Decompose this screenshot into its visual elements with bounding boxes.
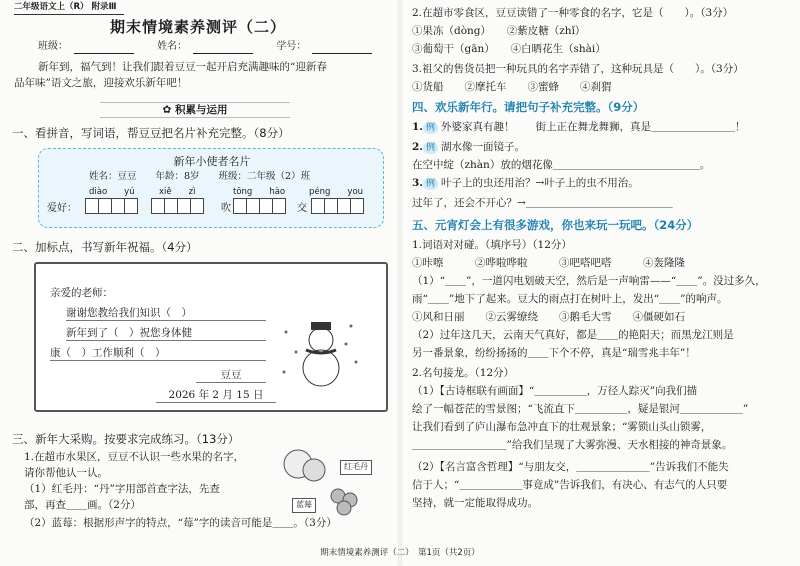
name-card [38,148,384,228]
q3-1-line-e: （2）蓝莓：根据形声字的特点，“莓”字的读音可能是＿＿。（3分） [24,517,337,529]
q5-1-text-c: （2）过年这几天，云南天气真好，都是＿＿的艳阳天；而黑龙江则是 [412,329,734,341]
q4-2-a: 2. 例 湖水像一面镜子。 [412,141,525,153]
q4-2-text: 湖水像一面镜子。 [440,141,525,153]
q5-2-c: 让我们看到了庐山瀑布急冲直下的壮观景象；“雾锁山头山锁雾， [412,421,712,433]
q5-2: 2.名句接龙。（12分） [412,367,515,379]
q5-2-f: 信于人；“＿＿＿＿＿＿事竟成”告诉我们，有决心、有志气的人只要 [412,479,728,491]
greeting-salutation: 亲爱的老师： [50,287,113,299]
greeting-line-1: 谢谢您教给我们知识（ ） [66,306,266,321]
q5-2-g: 坚持，就一定能取得成功。 [412,497,538,509]
class-label: 班级： [38,41,68,52]
q4-1: 1. 例 外婆家真有趣！ 街上正在舞龙舞狮，真是＿＿＿＿＿＿＿＿！ [412,121,746,133]
q5-1: 1.词语对对碰。（填序号）（12分） [412,239,572,251]
q4-3-text: 叶子上的虫还用治？→叶子上的虫不用治。 [440,177,639,189]
q3-a: 3.祖父的售货员把一种玩具的名字弄错了，这种玩具是（ ）。（3分） [412,63,744,75]
answer-grid-4[interactable] [311,198,363,214]
label-rambutan: 红毛丹 [340,460,372,475]
char-blow: 吹 [221,203,231,214]
page-fold [398,0,402,566]
section-5-heading: 五、元宵灯会上有很多游戏，你也来玩一玩吧。（24分） [412,218,699,232]
card-title: 新年小使者名片 [173,155,251,168]
greeting-card [34,262,388,412]
char-make: 交 [297,203,307,214]
q2-c: ③葡萄干（gān） ④白晒花生（shài） [412,43,606,55]
q2-a: 2.在超市零食区，豆豆读错了一种零食的名字，它是（ ）。（3分） [412,7,734,19]
greeting-sign: 豆豆 [196,368,266,383]
page-title: 期末情境素养测评（二） [109,18,286,36]
greeting-date: 2026 年 2 月 15 日 [156,388,276,403]
example-badge: 例 [423,178,438,190]
snowman-icon [276,312,366,392]
example-badge: 例 [423,142,438,154]
pinyin-4: péng you [309,187,364,197]
example-badge: 例 [423,122,438,134]
section-1-heading: 一、看拼音，写词语，帮豆豆把名片补充完整。（8分） [12,126,290,140]
pinyin-2: xiě zì [159,187,196,197]
id-label: 学号： [276,41,307,52]
q4-2-b: 在空中绽（zhàn）放的烟花像＿＿＿＿＿＿＿＿＿＿＿＿＿＿。 [412,159,711,171]
greeting-line-2: 新年到了（ ）祝您身体健 [66,326,266,341]
greeting-line-3: 康（ ）工作顺利（ ） [50,346,266,361]
pinyin-1: diào yú [89,187,135,197]
q4-1-text: 外婆家真有趣！ 街上正在舞龙舞狮，真是＿＿＿＿＿＿＿＿！ [440,121,746,133]
q5-1-text-a: （1）“＿＿”，一道闪电划破天空，然后是一声响雷——“＿＿”。没过多久， [412,275,766,287]
section-4-heading: 四、欢乐新年行。请把句子补充完整。（9分） [412,100,645,114]
left-column [0,0,396,566]
q5-1-options-b: ①风和日丽 ②云雾缭绕 ③鹅毛大雪 ④僵硬如石 [412,311,685,323]
section-2-heading: 二、加标点，书写新年祝福。（4分） [12,240,198,254]
q5-2-a: （1）【古诗框联有画面】“＿＿＿＿＿，万径人踪灭”向我们描 [412,385,698,397]
q3-1-line-d: 部，再查＿＿画。（2分） [24,499,141,511]
q4-3-a: 3. 例 叶子上的虫还用治？→叶子上的虫不用治。 [412,177,639,189]
student-info [38,40,378,54]
answer-grid-2[interactable] [151,198,203,214]
fruit-icon [276,444,376,520]
q3-1-line-a: 1.在超市水果区，豆豆不认识一些水果的名字， [24,451,245,463]
page-footer: 期末情境素养测评（二） 第1页（共2页） [320,548,480,558]
q5-1-options-a: ①咔嚓 ②哗啦哗啦 ③吧嗒吧嗒 ④轰隆隆 [412,257,685,269]
banner-label: 积累与运用 [174,104,228,116]
page-header: 二年级语文上（R） 附录Ⅲ [14,2,124,15]
q3-b: ①货船 ②摩托车 ③蜜蜂 ④刹猬 [412,81,612,93]
q2-b: ①果冻（dòng） ②紫皮糖（zhǐ） [412,25,586,37]
q5-1-text-b: 雨“＿＿”地下了起来。豆大的雨点打在树叶上，发出“＿＿”的响声。 [412,293,728,305]
answer-grid-3[interactable] [233,198,285,214]
card-info: 姓名：豆豆 年龄：8岁 班级：二年级（2）班 [89,171,311,182]
section-banner: ✿ 积累与运用 [100,102,290,118]
intro-line-2: 品年味”语文之旅，迎接欢乐新年吧！ [14,77,188,89]
name-field[interactable] [193,42,253,54]
right-column [404,0,800,566]
pinyin-3: tōng hào [233,187,286,197]
name-label: 姓名： [157,41,188,52]
q5-1-text-d: 另一番景象，纷纷扬扬的＿＿下个不停，真是“瑞雪兆丰年”！ [412,347,696,359]
class-field[interactable] [74,42,134,54]
q3-1-line-c: （1）红毛丹：“丹”字用部首查字法，先查 [24,483,220,495]
q5-2-b: 绘了一幅苍茫的雪景图；“飞流直下＿＿＿＿＿，疑是银河＿＿＿＿＿＿” [412,403,749,415]
label-blueberry: 蓝莓 [292,498,316,513]
answer-grid-1[interactable] [85,198,137,214]
q3-1-line-b: 请你帮他认一认。 [24,467,108,479]
intro-line-1: 新年到，福气到！让我们跟着豆豆一起开启充满趣味的“迎新春 [38,61,327,73]
id-field[interactable] [312,42,372,54]
q5-2-d: ＿＿＿＿＿＿＿＿＿”给我们呈现了大雾弥漫、天水相接的神奇景象。 [412,439,733,451]
hobby-label: 爱好： [47,203,77,214]
section-3-heading: 三、新年大采购。按要求完成练习。（13分） [12,432,240,446]
q5-2-e: （2）【名言富含哲理】“与朋友交，＿＿＿＿＿＿＿”告诉我们不能失 [412,461,729,473]
q4-3-b: 过年了，还会不开心？→＿＿＿＿＿＿＿＿＿＿＿＿＿＿ [412,197,673,209]
